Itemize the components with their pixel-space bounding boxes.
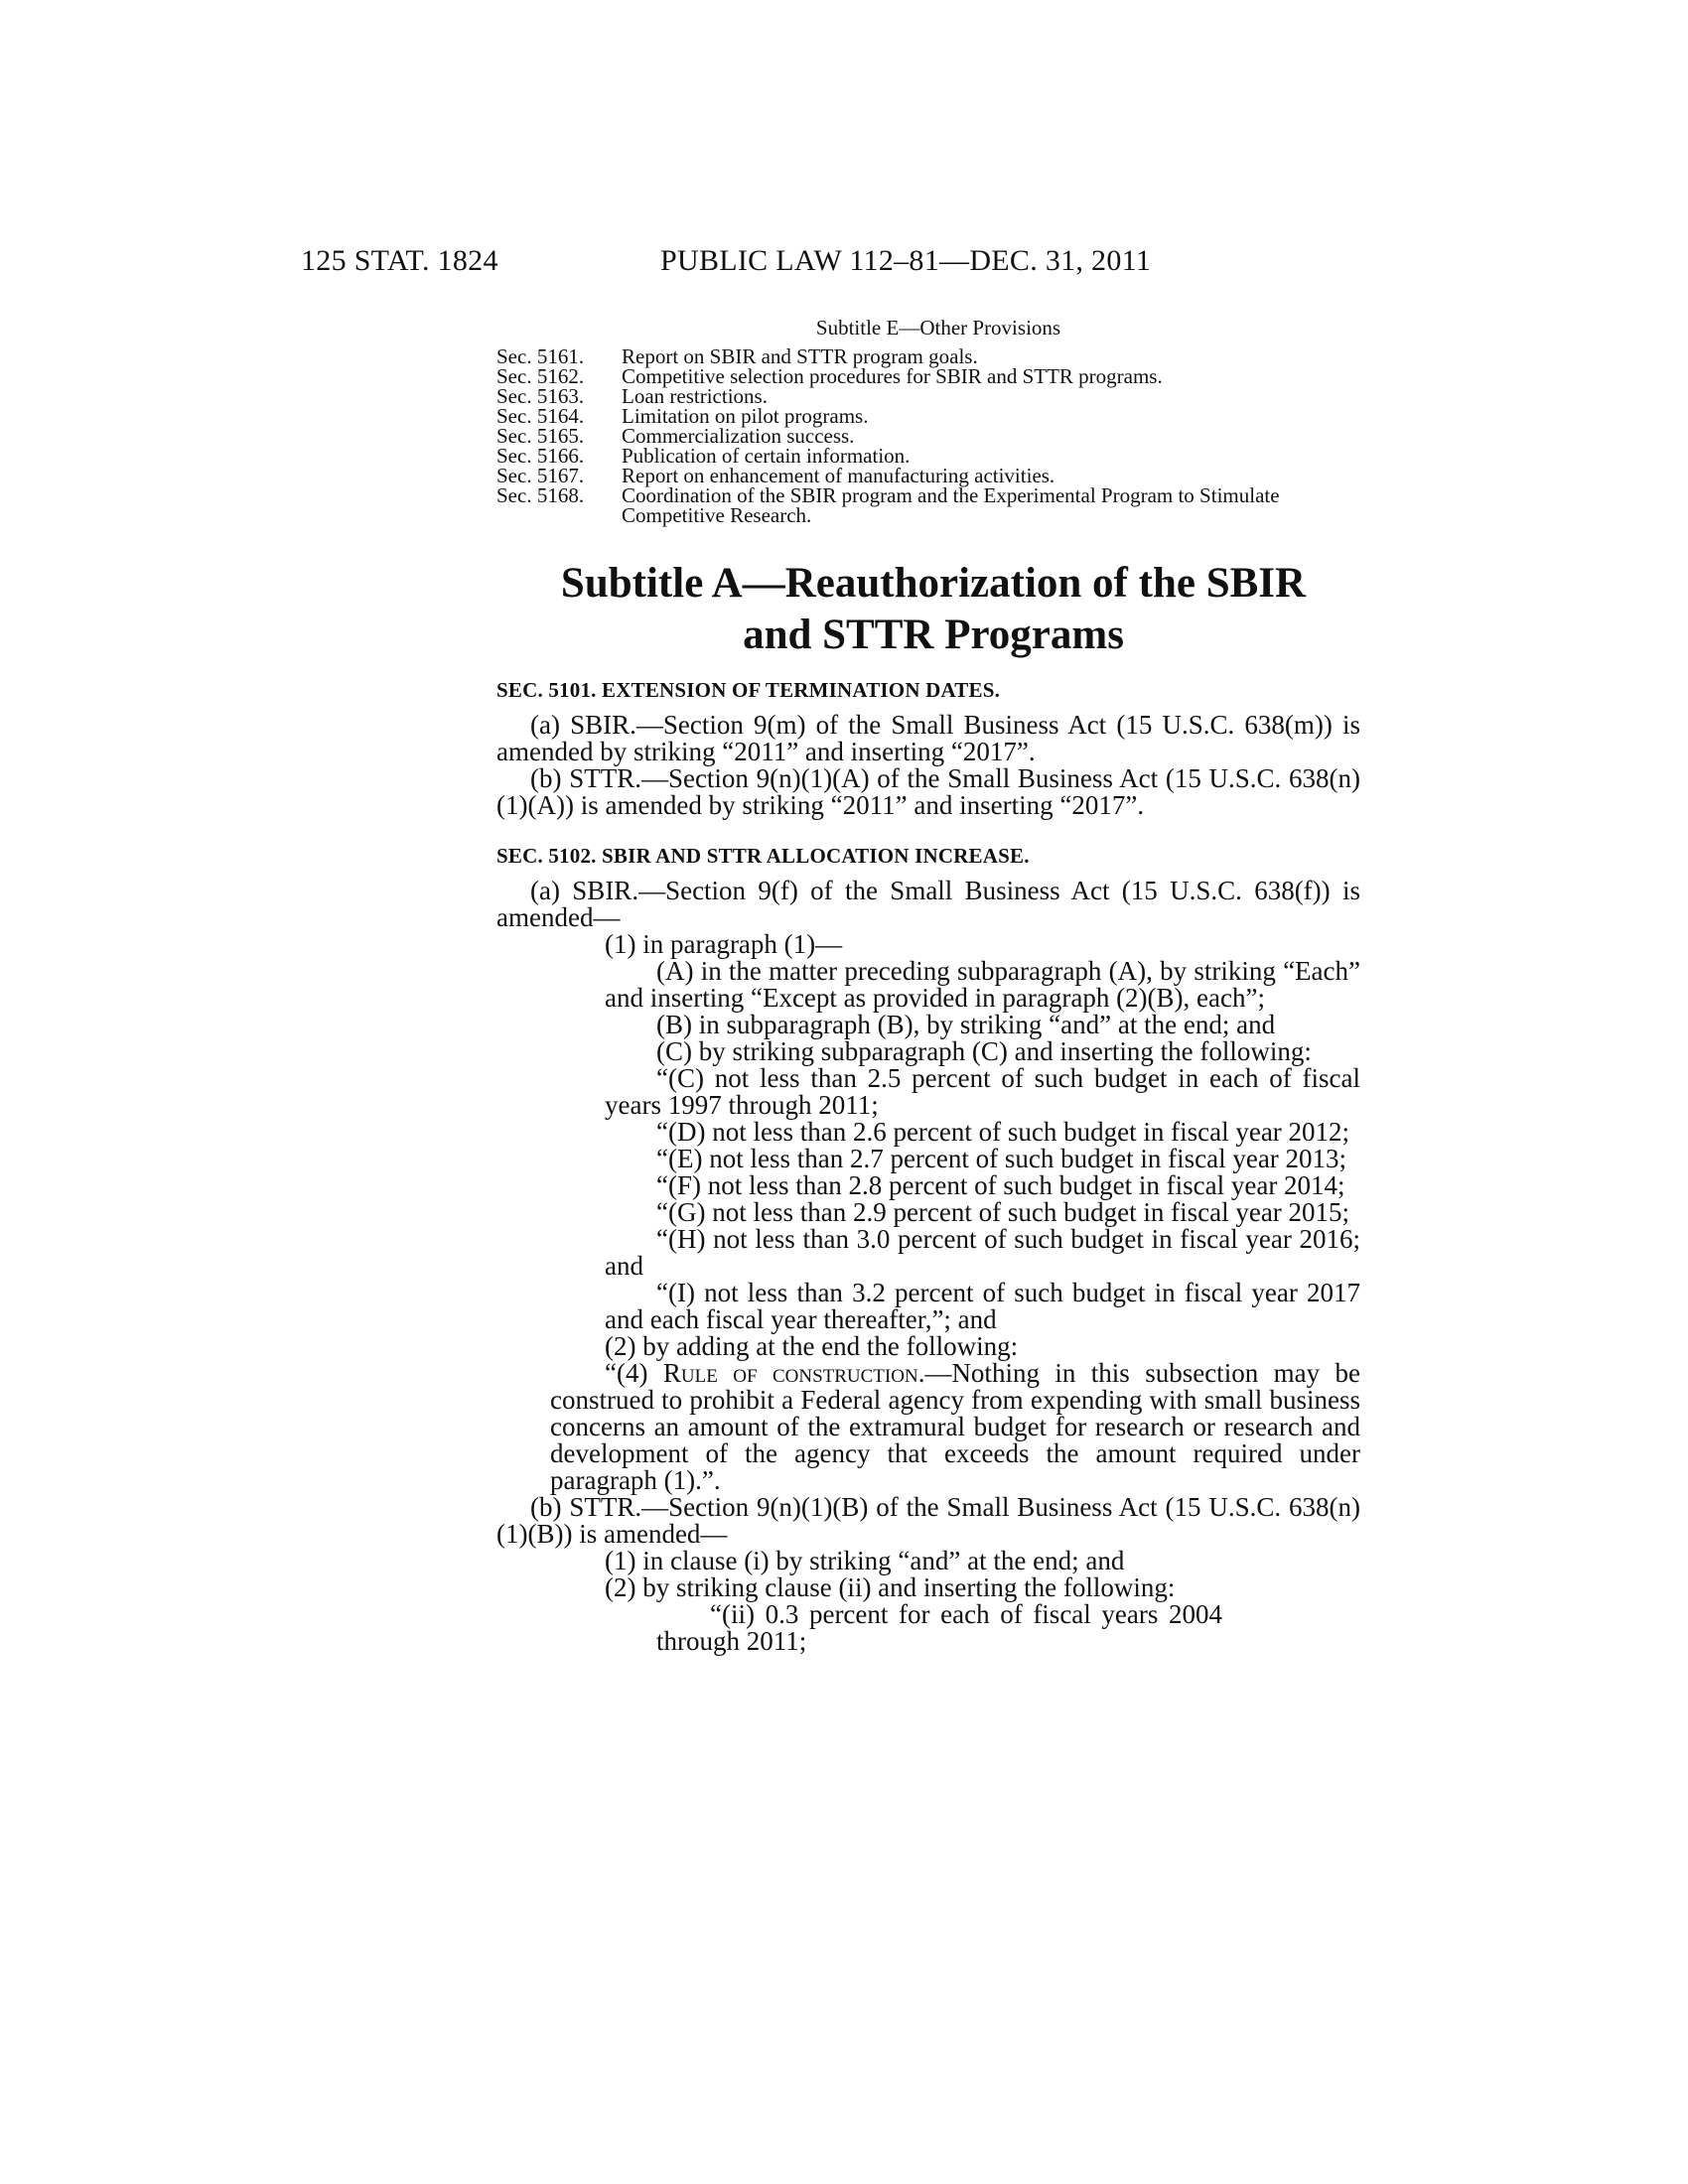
paragraph-5102-a: (a) SBIR.—Section 9(f) of the Small Business Act (15 U.S.C. 638(f)) is amended— xyxy=(496,876,1360,932)
toc-section-title: Limitation on pilot programs. xyxy=(622,404,869,428)
toc-item xyxy=(496,446,1360,466)
toc-section-title: Report on enhancement of manufacturing activities. xyxy=(622,464,1055,487)
toc-section-title: Commercialization success. xyxy=(622,424,855,448)
toc-section-number: Sec. 5163. xyxy=(496,384,585,408)
quoted-subparagraph-D: “(D) not less than 2.6 percent of such budget in fiscal year 2012; xyxy=(656,1117,1350,1147)
toc-section-title: Publication of certain information. xyxy=(622,444,911,468)
quoted-paragraph-4-lead: “(4) xyxy=(605,1358,663,1388)
toc-section-number: Sec. 5162. xyxy=(496,364,585,388)
toc-section-title: Loan restrictions. xyxy=(622,384,768,408)
paragraph-5102-b-1: (1) in clause (i) by striking “and” at the end; and xyxy=(605,1546,1125,1575)
toc-item xyxy=(496,466,1360,485)
quoted-subparagraph-E: “(E) not less than 2.7 percent of such budget in fiscal year 2013; xyxy=(656,1144,1347,1173)
toc-item xyxy=(496,346,1360,366)
paragraph-5102-b-2: (2) by striking clause (ii) and inserting the following: xyxy=(605,1572,1176,1602)
subtitle-line-1: Subtitle A—Reauthorization of the SBIR xyxy=(560,560,1307,607)
quoted-subparagraph-F: “(F) not less than 2.8 percent of such budget in fiscal year 2014; xyxy=(656,1170,1345,1200)
toc-section-number: Sec. 5168. xyxy=(496,483,585,507)
quoted-subparagraph-C: “(C) not less than 2.5 percent of such budget in each of fiscal years 1997 through 2011; xyxy=(605,1063,1360,1120)
toc-section-number: Sec. 5164. xyxy=(496,404,585,428)
paragraph-5102-a-1: (1) in paragraph (1)— xyxy=(605,929,843,959)
quoted-subparagraph-H: “(H) not less than 3.0 percent of such budget in fiscal year 2016; and xyxy=(605,1224,1360,1281)
table-of-contents xyxy=(496,316,1360,525)
toc-item xyxy=(496,485,1360,525)
paragraph-5101-a: (a) SBIR.—Section 9(m) of the Small Business Act (15 U.S.C. 638(m)) is amended by striking “2011” and inserting “2017”. xyxy=(496,710,1360,766)
toc-item xyxy=(496,406,1360,426)
quoted-subparagraph-G: “(G) not less than 2.9 percent of such budget in fiscal year 2015; xyxy=(656,1197,1350,1227)
paragraph-5102-a-1-C: (C) by striking subparagraph (C) and inserting the following: xyxy=(656,1036,1312,1066)
toc-section-number: Sec. 5165. xyxy=(496,424,585,448)
toc-section-title: Report on SBIR and STTR program goals. xyxy=(622,344,978,368)
section-heading-5102: SEC. 5102. SBIR AND STTR ALLOCATION INCREASE. xyxy=(496,844,1030,868)
document-body xyxy=(496,677,1360,1655)
toc-subtitle: Subtitle E—Other Provisions xyxy=(815,316,1061,340)
toc-section-title: Competitive selection procedures for SBIR and STTR programs. xyxy=(622,364,1163,388)
page-reference: 125 STAT. 1824 xyxy=(301,244,498,277)
quoted-clause-ii: “(ii) 0.3 percent for each of fiscal years 2004 through 2011; xyxy=(656,1599,1222,1656)
rule-of-construction-caption: Rule of construction xyxy=(662,1358,918,1388)
running-head-title: PUBLIC LAW 112–81—DEC. 31, 2011 xyxy=(660,244,1152,277)
toc-item xyxy=(496,366,1360,386)
toc-section-number: Sec. 5166. xyxy=(496,444,585,468)
subtitle-line-2: and STTR Programs xyxy=(743,612,1124,658)
toc-item xyxy=(496,386,1360,406)
page-header xyxy=(301,244,1360,294)
paragraph-5102-b: (b) STTR.—Section 9(n)(1)(B) of the Small Business Act (15 U.S.C. 638(n)(1)(B)) is amended— xyxy=(496,1492,1360,1549)
paragraph-5101-b: (b) STTR.—Section 9(n)(1)(A) of the Small Business Act (15 U.S.C. 638(n)(1)(A)) is amended by striking “2011” and inserting “2017”. xyxy=(496,763,1360,820)
toc-section-title: Coordination of the SBIR program and the Experimental Program to Stimulate Competitive Research. xyxy=(622,483,1280,527)
toc-item xyxy=(496,426,1360,446)
quoted-paragraph-4 xyxy=(496,1360,1360,1494)
toc-section-number: Sec. 5161. xyxy=(496,344,585,368)
quoted-subparagraph-I: “(I) not less than 3.2 percent of such budget in fiscal year 2017 and each fiscal year thereafter,”; and xyxy=(605,1278,1360,1334)
subtitle-heading xyxy=(437,558,1430,661)
toc-section-number: Sec. 5167. xyxy=(496,464,585,487)
quoted-paragraph-4-text: .—Nothing in this subsection may be construed to prohibit a Federal agency from expending with small business concerns an amount of the extramural budget for research or research and development of the agency that exceeds the amount required under paragraph (1).”. xyxy=(550,1358,1360,1495)
paragraph-5102-a-1-A: (A) in the matter preceding subparagraph (A), by striking “Each” and inserting “Except as provided in paragraph (2)(B), each”; xyxy=(605,956,1360,1013)
section-heading-5101: SEC. 5101. EXTENSION OF TERMINATION DATES. xyxy=(496,678,1001,702)
paragraph-5102-a-2: (2) by adding at the end the following: xyxy=(605,1331,1019,1361)
paragraph-5102-a-1-B: (B) in subparagraph (B), by striking “and” at the end; and xyxy=(656,1010,1276,1039)
